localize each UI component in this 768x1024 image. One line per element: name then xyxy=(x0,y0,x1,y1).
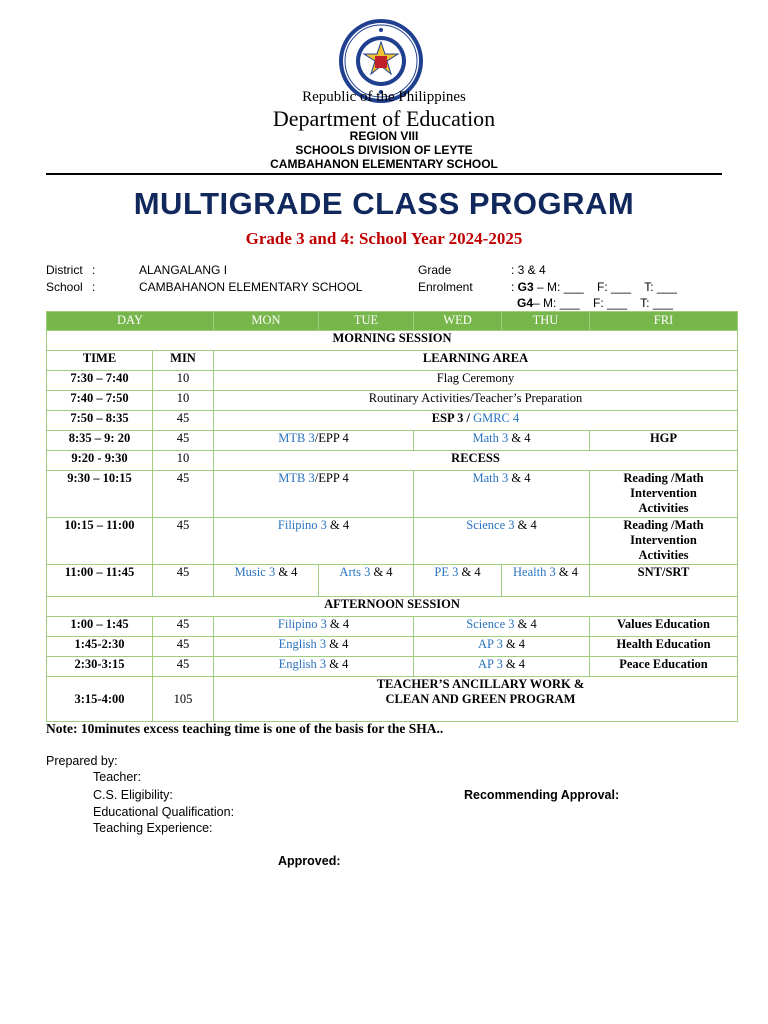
region-heading: REGION VIII xyxy=(349,129,419,143)
time-cell: 1:45-2:30 xyxy=(47,637,153,657)
experience-label: Teaching Experience: xyxy=(93,821,213,835)
min-cell: 10 xyxy=(153,451,214,471)
school-heading: CAMBAHANON ELEMENTARY SCHOOL xyxy=(270,157,498,171)
school-label: School xyxy=(46,280,83,294)
time-cell: 2:30-3:15 xyxy=(47,657,153,677)
activity-cell: Flag Ceremony xyxy=(214,371,738,391)
mon-tue-subject-cell: English 3 & 4 xyxy=(214,657,414,677)
tue-header: TUE xyxy=(319,312,414,331)
wed-subject-cell: PE 3 & 4 xyxy=(414,565,502,597)
school-sep: : xyxy=(92,280,96,294)
grade-label: Grade xyxy=(418,263,452,277)
time-cell: 7:40 – 7:50 xyxy=(47,391,153,411)
mon-header: MON xyxy=(214,312,319,331)
table-row xyxy=(47,451,738,471)
enrolment-g3: : G3 – M: ___ F: ___ T: ___ xyxy=(511,280,677,294)
district-sep: : xyxy=(92,263,96,277)
morning-session-row xyxy=(47,331,738,351)
day-header-row xyxy=(47,312,738,331)
time-cell: 7:50 – 8:35 xyxy=(47,411,153,431)
wed-thu-subject-cell: AP 3 & 4 xyxy=(414,657,590,677)
min-cell: 45 xyxy=(153,617,214,637)
activity-cell: Routinary Activities/Teacher’s Preparation xyxy=(214,391,738,411)
time-cell: 8:35 – 9: 20 xyxy=(47,431,153,451)
wed-thu-subject-cell: Math 3 & 4 xyxy=(414,471,590,518)
district-label: District xyxy=(46,263,83,277)
fri-subject-cell: Health Education xyxy=(590,637,738,657)
wed-thu-subject-cell: Math 3 & 4 xyxy=(414,431,590,451)
recommending-approval-label: Recommending Approval: xyxy=(464,788,620,802)
mon-tue-subject-cell: English 3 & 4 xyxy=(214,637,414,657)
division-heading: SCHOOLS DIVISION OF LEYTE xyxy=(295,143,473,157)
qualification-label: Educational Qualification: xyxy=(93,805,235,819)
teacher-label: Teacher: xyxy=(93,770,141,784)
min-cell: 105 xyxy=(153,677,214,722)
mon-tue-subject-cell: MTB 3/EPP 4 xyxy=(214,431,414,451)
time-cell: 9:20 - 9:30 xyxy=(47,451,153,471)
enrolment-g4: G4– M: ___ F: ___ T: ___ xyxy=(517,296,673,310)
table-row xyxy=(47,677,738,722)
fri-header: FRI xyxy=(590,312,738,331)
fri-subject-cell: SNT/SRT xyxy=(590,565,738,597)
min-heading: MIN xyxy=(153,351,214,371)
time-heading: TIME xyxy=(47,351,153,371)
prepared-by-label: Prepared by: xyxy=(46,754,118,768)
wed-header: WED xyxy=(414,312,502,331)
column-heading-row xyxy=(47,351,738,371)
thu-subject-cell: Health 3 & 4 xyxy=(502,565,590,597)
min-cell: 45 xyxy=(153,471,214,518)
class-program-table xyxy=(46,311,738,722)
ancillary-work-cell: TEACHER’S ANCILLARY WORK & CLEAN AND GREEN PROGRAM xyxy=(214,677,738,722)
note-text: Note: 10minutes excess teaching time is one of the basis for the SHA.. xyxy=(46,721,444,736)
mon-tue-subject-cell: MTB 3/EPP 4 xyxy=(214,471,414,518)
school-value: CAMBAHANON ELEMENTARY SCHOOL xyxy=(139,280,363,294)
time-cell: 10:15 – 11:00 xyxy=(47,518,153,565)
table-row xyxy=(47,391,738,411)
page-title: MULTIGRADE CLASS PROGRAM xyxy=(133,186,635,221)
fri-subject-cell: Reading /Math Intervention Activities xyxy=(590,471,738,518)
table-row xyxy=(47,617,738,637)
time-cell: 9:30 – 10:15 xyxy=(47,471,153,518)
table-row xyxy=(47,518,738,565)
time-cell: 3:15-4:00 xyxy=(47,677,153,722)
fri-subject-cell: Peace Education xyxy=(590,657,738,677)
cs-eligibility-label: C.S. Eligibility: xyxy=(93,788,173,802)
learning-area-heading: LEARNING AREA xyxy=(214,351,738,371)
thu-header: THU xyxy=(502,312,590,331)
table-row xyxy=(47,371,738,391)
mon-subject-cell: Music 3 & 4 xyxy=(214,565,319,597)
min-cell: 45 xyxy=(153,411,214,431)
min-cell: 10 xyxy=(153,371,214,391)
fri-subject-cell: HGP xyxy=(590,431,738,451)
table-row xyxy=(47,565,738,597)
table-row xyxy=(47,471,738,518)
district-value: ALANGALANG I xyxy=(139,263,228,277)
min-cell: 45 xyxy=(153,657,214,677)
recess-cell: RECESS xyxy=(214,451,738,471)
fri-subject-cell: Reading /Math Intervention Activities xyxy=(590,518,738,565)
approved-label: Approved: xyxy=(278,854,341,868)
min-cell: 45 xyxy=(153,518,214,565)
time-cell: 1:00 – 1:45 xyxy=(47,617,153,637)
enrolment-label: Enrolment xyxy=(418,280,473,294)
mon-tue-subject-cell: Filipino 3 & 4 xyxy=(214,518,414,565)
department-heading: Department of Education xyxy=(272,106,496,131)
min-cell: 45 xyxy=(153,431,214,451)
table-row xyxy=(47,411,738,431)
page-subtitle: Grade 3 and 4: School Year 2024-2025 xyxy=(245,229,523,248)
wed-thu-subject-cell: Science 3 & 4 xyxy=(414,518,590,565)
fri-subject-cell: Values Education xyxy=(590,617,738,637)
republic-heading: Republic of the Philippines xyxy=(302,89,466,105)
min-cell: 10 xyxy=(153,391,214,411)
table-row xyxy=(47,637,738,657)
time-cell: 7:30 – 7:40 xyxy=(47,371,153,391)
header-divider xyxy=(46,173,722,175)
activity-cell: ESP 3 / GMRC 4 xyxy=(214,411,738,431)
mon-tue-subject-cell: Filipino 3 & 4 xyxy=(214,617,414,637)
tue-subject-cell: Arts 3 & 4 xyxy=(319,565,414,597)
wed-thu-subject-cell: AP 3 & 4 xyxy=(414,637,590,657)
min-cell: 45 xyxy=(153,565,214,597)
afternoon-session-row xyxy=(47,597,738,617)
table-row xyxy=(47,431,738,451)
min-cell: 45 xyxy=(153,637,214,657)
day-header: DAY xyxy=(47,312,214,331)
table-row xyxy=(47,657,738,677)
afternoon-session-label: AFTERNOON SESSION xyxy=(47,597,738,617)
grade-value: : 3 & 4 xyxy=(511,263,546,277)
wed-thu-subject-cell: Science 3 & 4 xyxy=(414,617,590,637)
time-cell: 11:00 – 11:45 xyxy=(47,565,153,597)
morning-session-label: MORNING SESSION xyxy=(47,331,738,351)
